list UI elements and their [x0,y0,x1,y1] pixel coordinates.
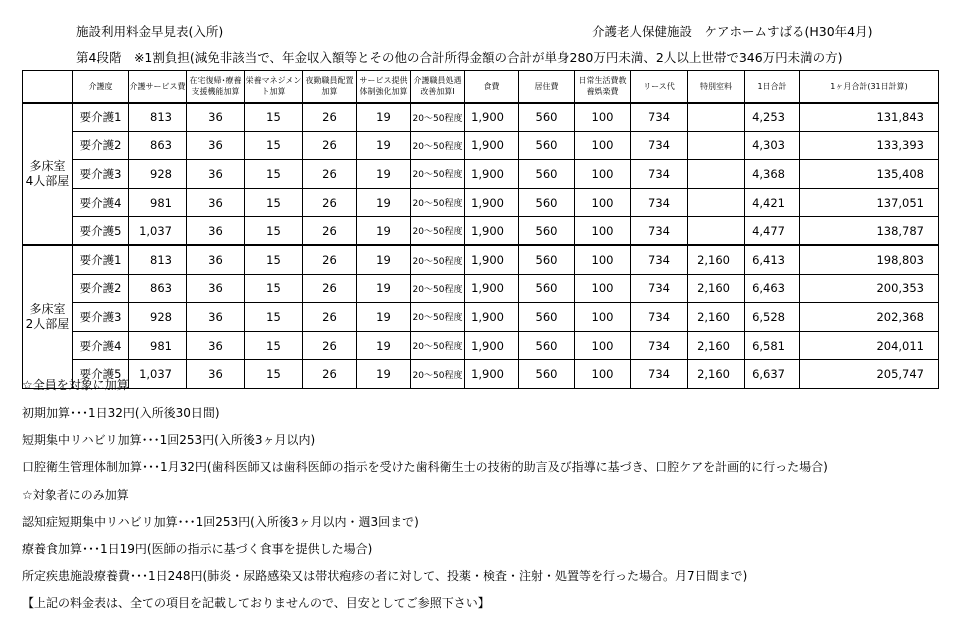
fee-cell [688,217,745,246]
care-level-cell: 要介護1 [73,245,129,274]
fee-cell: 15 [245,217,303,246]
fee-cell: 36 [187,103,245,132]
fee-cell: 20～50程度 [411,360,465,389]
care-level-cell: 要介護3 [73,160,129,189]
fee-cell: 100 [575,160,631,189]
fee-cell: 560 [519,103,575,132]
fee-cell: 26 [303,103,357,132]
column-header: 食費 [465,71,519,103]
fee-cell: 560 [519,360,575,389]
fee-cell: 863 [129,131,187,160]
fee-cell: 205,747 [800,360,939,389]
care-level-cell: 要介護2 [73,131,129,160]
fee-cell: 734 [631,217,688,246]
fee-cell: 204,011 [800,331,939,360]
fee-cell: 20～50程度 [411,188,465,217]
fee-cell: 981 [129,331,187,360]
fee-cell: 20～50程度 [411,160,465,189]
fee-cell: 4,303 [745,131,800,160]
fee-cell: 200,353 [800,274,939,303]
care-level-cell: 要介護5 [73,217,129,246]
fee-cell: 100 [575,303,631,332]
fee-cell: 20～50程度 [411,103,465,132]
fee-cell: 4,477 [745,217,800,246]
fee-cell: 19 [357,217,411,246]
fee-cell: 1,900 [465,160,519,189]
fee-cell: 981 [129,188,187,217]
fee-cell: 36 [187,303,245,332]
fee-cell: 26 [303,160,357,189]
fee-cell: 26 [303,131,357,160]
column-header: 日常生活費教養娯楽費 [575,71,631,103]
fee-cell: 6,528 [745,303,800,332]
fee-cell: 26 [303,331,357,360]
fee-cell: 1,037 [129,217,187,246]
fee-cell: 560 [519,160,575,189]
fee-cell: 20～50程度 [411,274,465,303]
fee-cell: 131,843 [800,103,939,132]
fee-cell: 4,253 [745,103,800,132]
fee-cell: 2,160 [688,331,745,360]
column-header: サービス提供体制強化加算 [357,71,411,103]
fee-cell: 560 [519,303,575,332]
column-header: 夜勤職員配置加算 [303,71,357,103]
fee-cell: 198,803 [800,245,939,274]
fee-cell: 36 [187,131,245,160]
room-type-sublabel: 4人部屋 [25,173,70,188]
column-header: 栄養マネジメント加算 [245,71,303,103]
note-line: ☆対象者にのみ加算 [22,488,129,502]
fee-cell [688,160,745,189]
fee-cell: 734 [631,331,688,360]
column-header: 在宅復帰･療養支援機能加算 [187,71,245,103]
table-row [23,360,939,389]
fee-cell: 15 [245,245,303,274]
fee-cell: 19 [357,245,411,274]
fee-cell: 100 [575,131,631,160]
fee-cell: 1,900 [465,360,519,389]
fee-cell: 813 [129,245,187,274]
fee-cell: 15 [245,331,303,360]
fee-cell: 36 [187,360,245,389]
fee-cell: 15 [245,360,303,389]
table-row [23,188,939,217]
page-subtitle: 第4段階 ※1割負担(減免非該当で、年金収入額等とその他の合計所得金額の合計が単身280万円未満、2人以上世帯で346万円未満の方) [76,50,843,65]
fee-cell: 26 [303,303,357,332]
table-row [23,331,939,360]
room-type-cell [23,103,73,246]
fee-cell: 19 [357,160,411,189]
column-header: 介護サービス費 [129,71,187,103]
table-row [23,274,939,303]
note-line: 【上記の料金表は、全ての項目を記載しておりませんので、目安としてご参照下さい】 [22,596,490,610]
fee-cell: 202,368 [800,303,939,332]
fee-cell [688,103,745,132]
column-header: 1日合計 [745,71,800,103]
table-row [23,303,939,332]
room-type-sublabel: 2人部屋 [25,317,70,332]
care-level-cell: 要介護4 [73,188,129,217]
fee-cell: 15 [245,103,303,132]
column-header: 特別室料 [688,71,745,103]
fee-cell: 4,368 [745,160,800,189]
fee-cell: 1,900 [465,188,519,217]
fee-cell: 15 [245,131,303,160]
table-row [23,131,939,160]
fee-cell: 36 [187,331,245,360]
note-line: 口腔衛生管理体制加算･･･1月32円(歯科医師又は歯科医師の指示を受けた歯科衛生士の技術的助言及び指導に基づき、口腔ケアを計画的に行った場合) [22,460,828,474]
fee-cell: 813 [129,103,187,132]
fee-cell: 20～50程度 [411,131,465,160]
fee-cell: 4,421 [745,188,800,217]
fee-cell: 734 [631,245,688,274]
fee-cell: 734 [631,131,688,160]
column-header: リース代 [631,71,688,103]
facility-name: 介護老人保健施設 ケアホームすばる(H30年4月) [592,24,873,39]
note-line: 初期加算･･･1日32円(入所後30日間) [22,406,220,420]
care-level-cell: 要介護3 [73,303,129,332]
fee-cell: 19 [357,331,411,360]
column-header: 介護職員処遇改善加算Ⅰ [411,71,465,103]
fee-cell: 20～50程度 [411,303,465,332]
fee-cell: 734 [631,303,688,332]
fee-cell: 734 [631,360,688,389]
fee-cell: 100 [575,103,631,132]
fee-cell: 135,408 [800,160,939,189]
fee-cell: 26 [303,360,357,389]
fee-cell: 2,160 [688,360,745,389]
care-level-cell: 要介護5 [73,360,129,389]
fee-cell: 734 [631,103,688,132]
fee-cell: 6,581 [745,331,800,360]
column-header: 介護度 [73,71,129,103]
fee-table [22,70,939,389]
column-header: 居住費 [519,71,575,103]
fee-cell: 1,900 [465,103,519,132]
fee-cell [688,188,745,217]
fee-cell: 36 [187,245,245,274]
fee-cell: 36 [187,160,245,189]
fee-cell: 1,900 [465,274,519,303]
table-row [23,217,939,246]
fee-cell: 1,037 [129,360,187,389]
fee-cell: 100 [575,217,631,246]
fee-cell: 560 [519,331,575,360]
fee-cell: 26 [303,188,357,217]
fee-cell: 6,413 [745,245,800,274]
fee-cell: 6,463 [745,274,800,303]
fee-cell: 734 [631,274,688,303]
note-line: ☆全員を対象に加算 [22,378,129,392]
table-row [23,160,939,189]
fee-cell: 560 [519,131,575,160]
fee-cell: 6,637 [745,360,800,389]
fee-cell: 1,900 [465,303,519,332]
fee-cell: 19 [357,274,411,303]
fee-cell: 19 [357,103,411,132]
fee-cell: 20～50程度 [411,217,465,246]
fee-cell: 100 [575,331,631,360]
fee-cell: 20～50程度 [411,331,465,360]
fee-cell: 15 [245,303,303,332]
room-type-label: 多床室 [29,302,66,317]
fee-cell: 137,051 [800,188,939,217]
table-header-row [23,71,939,103]
fee-cell: 36 [187,274,245,303]
fee-cell: 560 [519,245,575,274]
note-line: 短期集中リハビリ加算･･･1回253円(入所後3ヶ月以内) [22,433,316,447]
fee-cell [688,131,745,160]
fee-cell: 19 [357,303,411,332]
fee-cell: 1,900 [465,245,519,274]
fee-cell: 133,393 [800,131,939,160]
fee-cell: 20～50程度 [411,245,465,274]
fee-cell: 26 [303,217,357,246]
fee-cell: 19 [357,188,411,217]
fee-cell: 1,900 [465,331,519,360]
table-row [23,245,939,274]
fee-cell: 15 [245,274,303,303]
fee-cell: 26 [303,245,357,274]
fee-cell: 2,160 [688,303,745,332]
fee-cell: 15 [245,160,303,189]
column-header: 1ヶ月合計(31日計算) [800,71,939,103]
care-level-cell: 要介護1 [73,103,129,132]
fee-cell: 1,900 [465,131,519,160]
fee-cell: 2,160 [688,245,745,274]
fee-cell: 19 [357,131,411,160]
fee-cell: 2,160 [688,274,745,303]
fee-cell: 734 [631,188,688,217]
fee-cell: 100 [575,360,631,389]
fee-cell: 100 [575,274,631,303]
room-type-label: 多床室 [29,158,66,173]
fee-cell: 560 [519,188,575,217]
care-level-cell: 要介護4 [73,331,129,360]
fee-cell: 928 [129,160,187,189]
fee-cell: 100 [575,188,631,217]
fee-cell: 15 [245,188,303,217]
fee-cell: 138,787 [800,217,939,246]
fee-cell: 560 [519,217,575,246]
note-line: 認知症短期集中リハビリ加算･･･1回253円(入所後3ヶ月以内・週3回まで) [22,515,419,529]
page-title: 施設利用料金早見表(入所) [76,24,224,39]
fee-cell: 734 [631,160,688,189]
header-corner [23,71,73,103]
fee-cell: 36 [187,217,245,246]
table-row [23,103,939,132]
fee-cell: 36 [187,188,245,217]
fee-cell: 928 [129,303,187,332]
fee-cell: 863 [129,274,187,303]
fee-cell: 1,900 [465,217,519,246]
fee-cell: 560 [519,274,575,303]
room-type-cell [23,245,73,388]
note-line: 療養食加算･･･1日19円(医師の指示に基づく食事を提供した場合) [22,542,373,556]
note-line: 所定疾患施設療養費･･･1日248円(肺炎・尿路感染又は帯状疱疹の者に対して、投薬・検査・注射・処置等を行った場合。月7日間まで) [22,569,748,583]
care-level-cell: 要介護2 [73,274,129,303]
fee-cell: 26 [303,274,357,303]
fee-cell: 19 [357,360,411,389]
fee-cell: 100 [575,245,631,274]
